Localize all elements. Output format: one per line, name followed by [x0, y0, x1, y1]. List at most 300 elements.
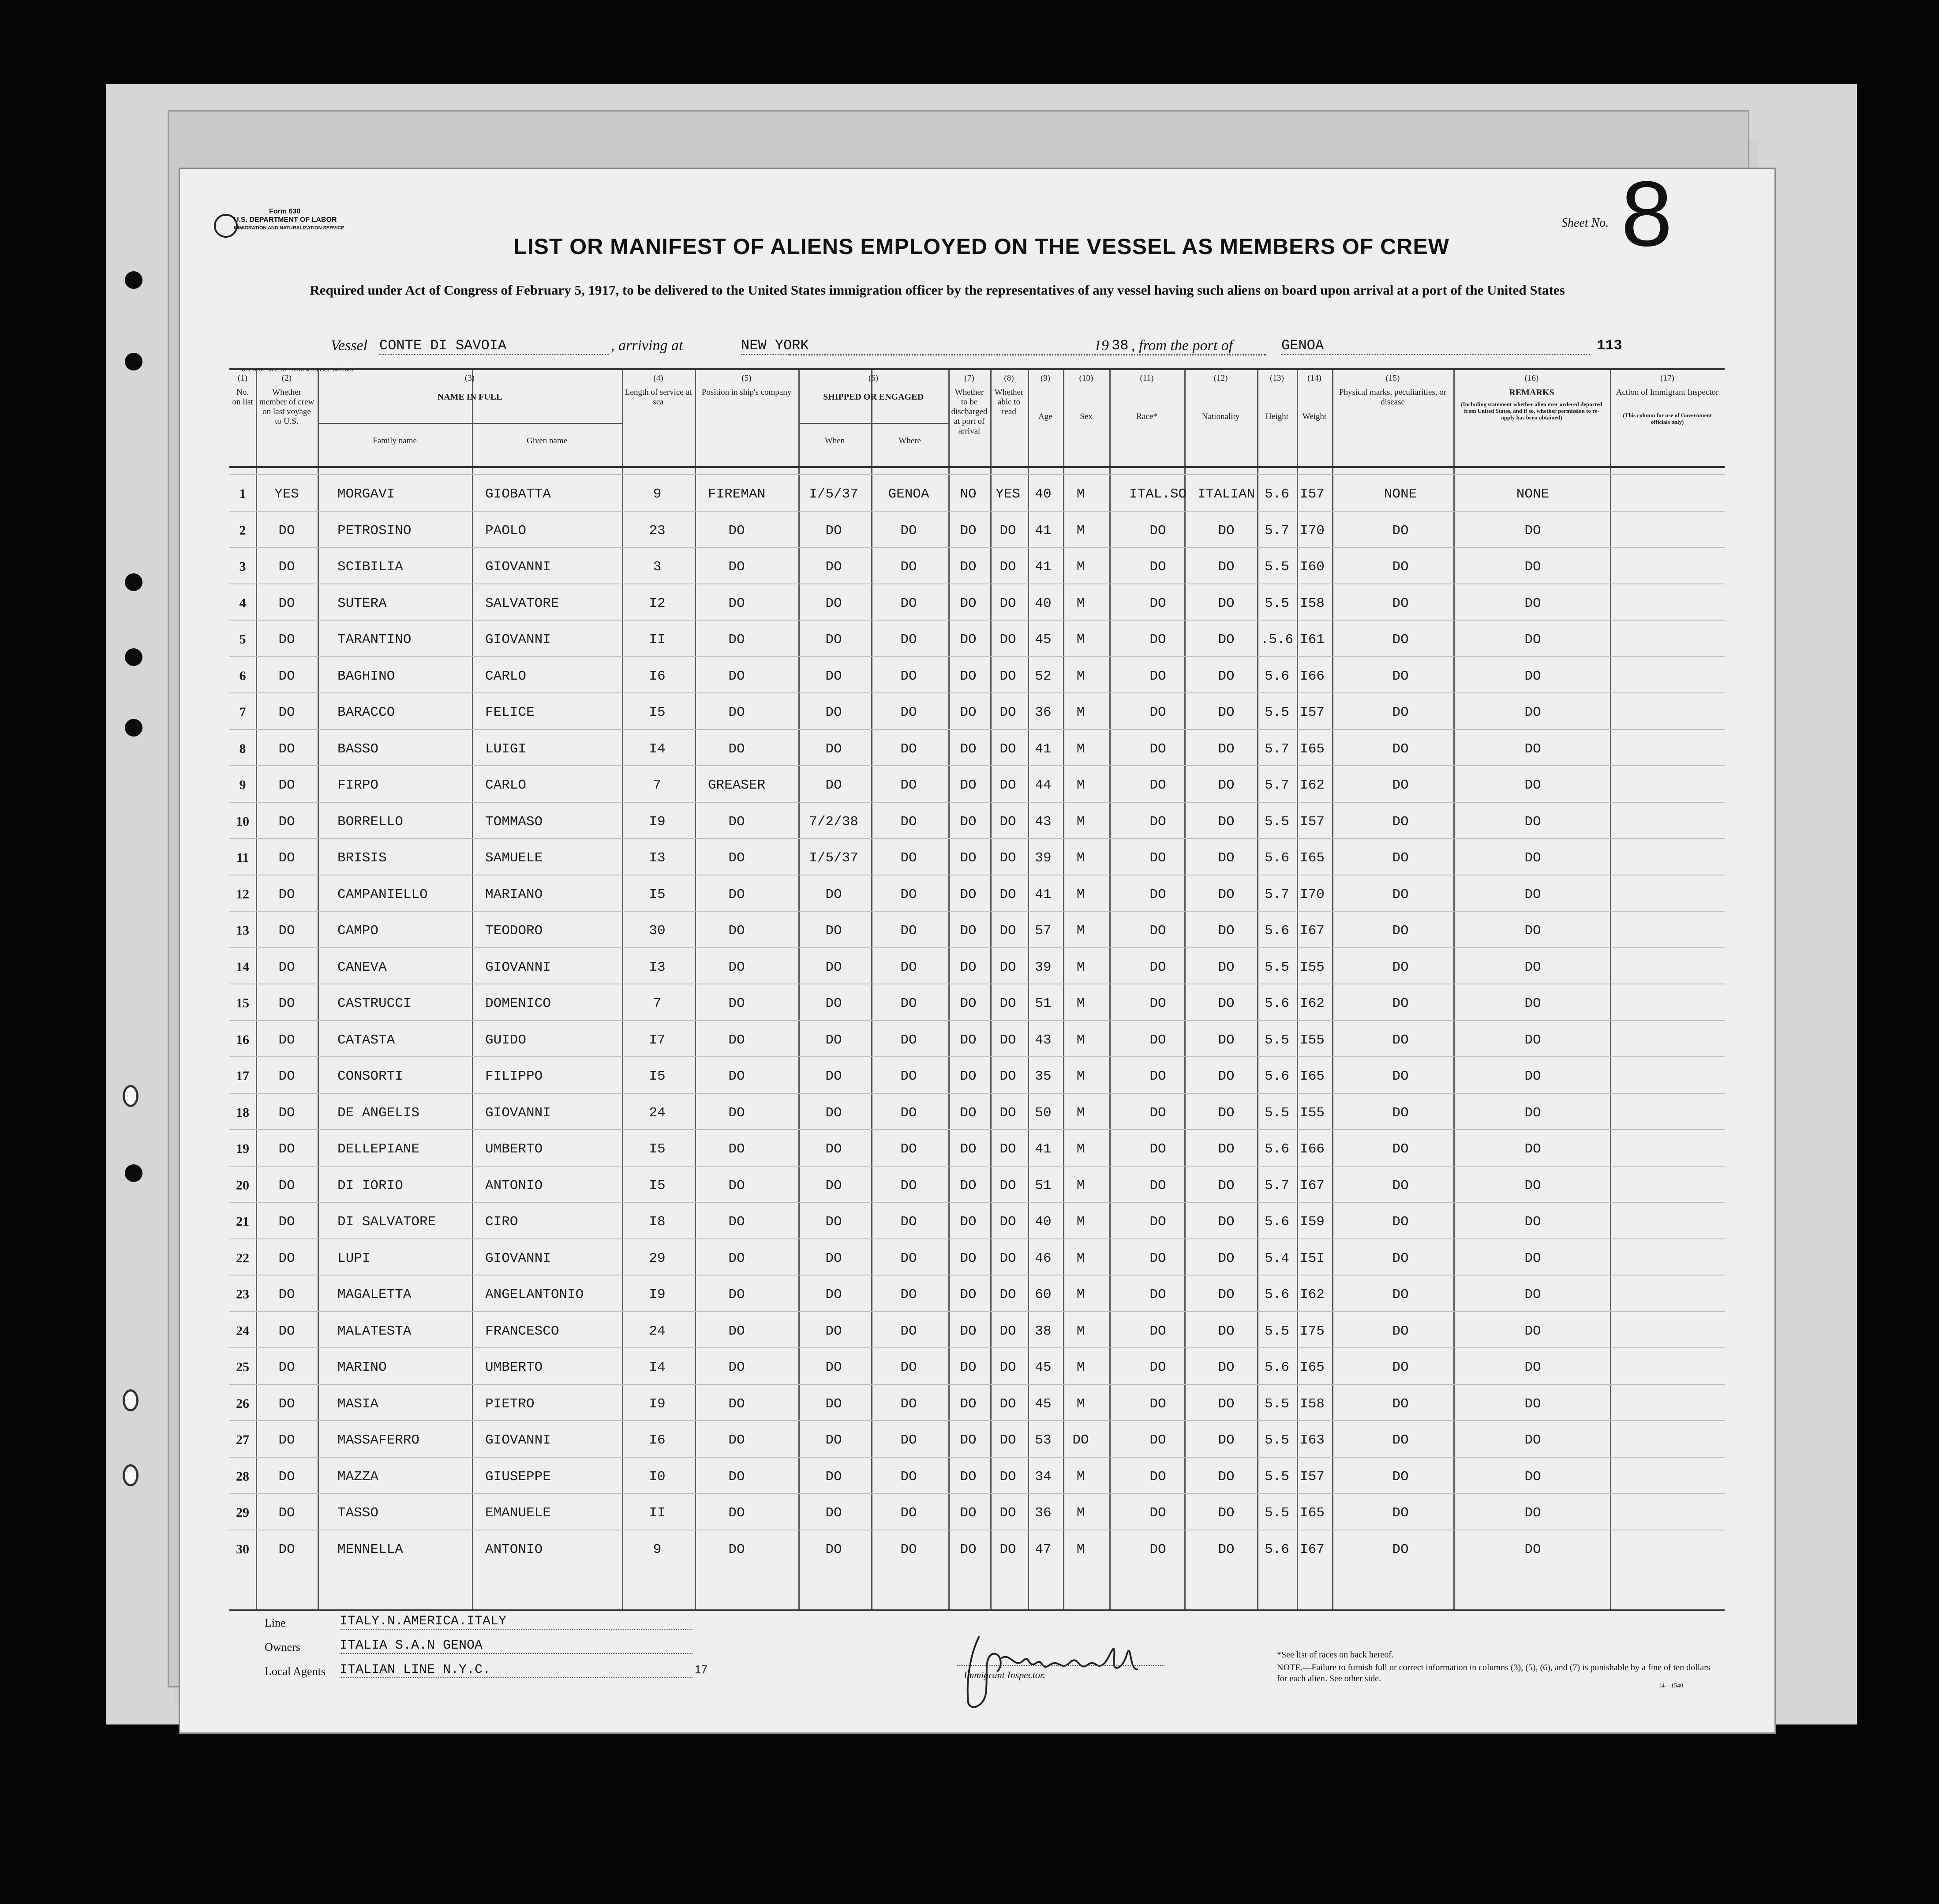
column-header-5: Position in ship's company	[701, 388, 792, 397]
cell-col-17: DO	[1392, 1469, 1409, 1485]
table-row	[229, 1420, 1725, 1457]
cell-col-4: PIETRO	[485, 1396, 535, 1412]
cell-col-14: DO	[1218, 595, 1235, 611]
cell-col-4: CIRO	[485, 1214, 518, 1230]
cell-col-1: 23	[236, 1287, 249, 1302]
cell-col-17: DO	[1392, 741, 1409, 757]
cell-col-13: DO	[1149, 887, 1166, 902]
cell-col-11: 41	[1035, 523, 1052, 539]
cell-col-2: DO	[278, 1433, 295, 1448]
cell-col-4: MARIANO	[485, 887, 543, 902]
cell-col-7: DO	[825, 1505, 842, 1521]
header-subdivider	[318, 423, 622, 424]
cell-col-18: DO	[1524, 959, 1541, 975]
cell-col-10: DO	[999, 632, 1016, 647]
cell-col-2: DO	[278, 996, 295, 1011]
cell-col-7: DO	[825, 996, 842, 1011]
cell-col-8: DO	[900, 778, 917, 793]
cell-col-15: 5.7	[1265, 778, 1289, 793]
cell-col-17: DO	[1392, 1505, 1409, 1521]
cell-col-13: DO	[1149, 1069, 1166, 1084]
cell-col-4: PAOLO	[485, 523, 527, 539]
cell-col-18: DO	[1524, 632, 1541, 647]
cell-col-5: 30	[649, 923, 666, 939]
cell-col-7: DO	[825, 595, 842, 611]
cell-col-7: DO	[825, 778, 842, 793]
cell-col-8: GENOA	[888, 486, 929, 502]
cell-col-8: DO	[900, 850, 917, 866]
cell-col-10: DO	[999, 887, 1016, 902]
cell-col-11: 36	[1035, 1505, 1052, 1521]
table-row	[229, 656, 1725, 693]
column-number-12: (12)	[1213, 374, 1228, 383]
printing-office-note: U.S. GOVERNMENT PRINTING OFFICE 14—1800	[242, 367, 353, 373]
cell-col-10: DO	[999, 1032, 1016, 1048]
punch-hole	[125, 271, 142, 289]
cell-col-12: M	[1076, 1469, 1085, 1485]
cell-col-8: DO	[900, 1069, 917, 1084]
cell-col-3: CAMPANIELLO	[337, 887, 428, 902]
cell-col-5: I3	[649, 959, 666, 975]
cell-col-8: DO	[900, 1105, 917, 1121]
cell-col-9: DO	[960, 1178, 977, 1193]
cell-col-16: I65	[1300, 1360, 1325, 1375]
cell-col-17: DO	[1392, 1250, 1409, 1266]
cell-col-1: 1	[239, 486, 246, 501]
cell-col-9: DO	[960, 705, 977, 720]
cell-col-13: DO	[1149, 668, 1166, 684]
cell-col-5: 7	[653, 996, 662, 1011]
cell-col-8: DO	[900, 1469, 917, 1485]
cell-col-7: DO	[825, 1433, 842, 1448]
cell-col-4: GIOVANNI	[485, 559, 551, 575]
cell-col-11: 53	[1035, 1433, 1052, 1448]
cell-col-3: SUTERA	[337, 595, 387, 611]
cell-col-18: NONE	[1516, 486, 1550, 502]
cell-col-12: M	[1076, 595, 1085, 611]
cell-col-2: DO	[278, 814, 295, 830]
cell-col-18: DO	[1524, 1287, 1541, 1302]
cell-col-13: DO	[1149, 741, 1166, 757]
column-note-remarks: (Including statement whether alien ever ordered deported from United States, and if so, whether permission to re-apply has been obtained)	[1461, 401, 1602, 421]
cell-col-6: DO	[728, 1323, 745, 1339]
cell-col-14: DO	[1218, 814, 1235, 830]
cell-col-12: M	[1076, 1214, 1085, 1230]
cell-col-11: 51	[1035, 1178, 1052, 1193]
cell-col-6: DO	[728, 632, 745, 647]
cell-col-12: M	[1076, 559, 1085, 575]
table-row	[229, 911, 1725, 948]
cell-col-2: YES	[274, 486, 299, 502]
cell-col-6: DO	[728, 1105, 745, 1121]
cell-col-3: MASSAFERRO	[337, 1433, 420, 1448]
cell-col-1: 6	[239, 668, 246, 683]
cell-col-18: DO	[1524, 778, 1541, 793]
cell-col-17: DO	[1392, 887, 1409, 902]
cell-col-8: DO	[900, 705, 917, 720]
cell-col-15: 5.6	[1265, 923, 1289, 939]
cell-col-18: DO	[1524, 1178, 1541, 1193]
cell-col-18: DO	[1524, 595, 1541, 611]
cell-col-7: DO	[825, 1178, 842, 1193]
cell-col-11: 47	[1035, 1541, 1052, 1557]
cell-col-18: DO	[1524, 705, 1541, 720]
cell-col-2: DO	[278, 959, 295, 975]
cell-col-5: I6	[649, 1433, 666, 1448]
cell-col-5: 24	[649, 1323, 666, 1339]
inspector-label: Immigrant Inspector.	[964, 1669, 1045, 1680]
cell-col-5: I4	[649, 741, 666, 757]
cell-col-9: DO	[960, 959, 977, 975]
cell-col-7: DO	[825, 1069, 842, 1084]
cell-col-11: 40	[1035, 486, 1052, 502]
cell-col-16: I5I	[1300, 1250, 1325, 1266]
cell-col-9: DO	[960, 1250, 977, 1266]
cell-col-3: MARINO	[337, 1360, 387, 1375]
cell-col-9: DO	[960, 668, 977, 684]
cell-col-4: TOMMASO	[485, 814, 543, 830]
cell-col-12: M	[1076, 1505, 1085, 1521]
cell-col-10: DO	[999, 1250, 1016, 1266]
cell-col-15: 5.6	[1265, 850, 1289, 866]
cell-col-3: MORGAVI	[337, 486, 395, 502]
column-header-7: Whether to be discharged at port of arrival	[951, 388, 988, 436]
cell-col-16: I62	[1300, 1287, 1325, 1302]
cell-col-14: DO	[1218, 1541, 1235, 1557]
cell-col-4: SALVATORE	[485, 595, 559, 611]
footer-notes	[1277, 1650, 1718, 1684]
cell-col-14: DO	[1218, 705, 1235, 720]
cell-col-1: 21	[236, 1214, 249, 1229]
cell-col-9: DO	[960, 1396, 977, 1412]
cell-col-8: DO	[900, 1178, 917, 1193]
cell-col-15: 5.5	[1265, 1032, 1289, 1048]
cell-col-14: DO	[1218, 1032, 1235, 1048]
cell-col-12: M	[1076, 923, 1085, 939]
cell-col-15: 5.4	[1265, 1250, 1289, 1266]
form-code: 14—1540	[1658, 1683, 1683, 1689]
cell-col-6: DO	[728, 705, 745, 720]
cell-col-18: DO	[1524, 1141, 1541, 1157]
cell-col-16: I57	[1300, 1469, 1325, 1485]
cell-col-13: DO	[1149, 1541, 1166, 1557]
cell-col-2: DO	[278, 850, 295, 866]
column-header-14: Weight	[1302, 412, 1327, 421]
cell-col-14: DO	[1218, 1360, 1235, 1375]
cell-col-11: 45	[1035, 632, 1052, 647]
punch-hole	[125, 573, 142, 591]
cell-col-17: DO	[1392, 959, 1409, 975]
cell-col-9: DO	[960, 741, 977, 757]
cell-col-16: I67	[1300, 1541, 1325, 1557]
cell-col-6: DO	[728, 1032, 745, 1048]
cell-col-4: GIOVANNI	[485, 1105, 551, 1121]
cell-col-8: DO	[900, 1141, 917, 1157]
cell-col-10: DO	[999, 850, 1016, 866]
cell-col-6: DO	[728, 814, 745, 830]
cell-col-10: DO	[999, 1287, 1016, 1302]
cell-col-4: ANTONIO	[485, 1541, 543, 1557]
cell-col-8: DO	[900, 1541, 917, 1557]
cell-col-2: DO	[278, 1323, 295, 1339]
cell-col-11: 39	[1035, 959, 1052, 975]
cell-col-8: DO	[900, 1433, 917, 1448]
cell-col-16: I67	[1300, 923, 1325, 939]
cell-col-15: 5.5	[1265, 559, 1289, 575]
cell-col-12: M	[1076, 705, 1085, 720]
cell-col-2: DO	[278, 1360, 295, 1375]
cell-col-13: DO	[1149, 1178, 1166, 1193]
cell-col-3: CASTRUCCI	[337, 996, 412, 1011]
cell-col-5: II	[649, 1505, 666, 1521]
cell-col-18: DO	[1524, 996, 1541, 1011]
cell-col-4: GIOVANNI	[485, 1433, 551, 1448]
cell-col-8: DO	[900, 959, 917, 975]
cell-col-6: DO	[728, 1214, 745, 1230]
cell-col-7: 7/2/38	[809, 814, 858, 830]
penalty-note: NOTE.—Failure to furnish full or correct information in columns (3), (5), (6), and (7) is punishable by a fine of ten dollars for each alien. See other side.	[1277, 1663, 1711, 1683]
document-title: LIST OR MANIFEST OF ALIENS EMPLOYED ON THE VESSEL AS MEMBERS OF CREW	[513, 234, 1449, 259]
cell-col-7: I/5/37	[809, 486, 858, 502]
column-header-shipped-where: Where	[898, 436, 921, 445]
cell-col-17: DO	[1392, 1214, 1409, 1230]
cell-col-9: DO	[960, 1214, 977, 1230]
cell-col-7: DO	[825, 1360, 842, 1375]
cell-col-11: 34	[1035, 1469, 1052, 1485]
cell-col-9: DO	[960, 1069, 977, 1084]
cell-col-11: 39	[1035, 850, 1052, 866]
cell-col-11: 50	[1035, 1105, 1052, 1121]
cell-col-17: DO	[1392, 523, 1409, 539]
cell-col-7: DO	[825, 1105, 842, 1121]
cell-col-15: 5.5	[1265, 1105, 1289, 1121]
cell-col-2: DO	[278, 923, 295, 939]
cell-col-6: DO	[728, 1178, 745, 1193]
table-row	[229, 1238, 1725, 1276]
cell-col-16: I75	[1300, 1323, 1325, 1339]
cell-col-12: M	[1076, 1141, 1085, 1157]
cell-col-6: DO	[728, 668, 745, 684]
cell-col-15: 5.7	[1265, 1178, 1289, 1193]
cell-col-17: DO	[1392, 559, 1409, 575]
cell-col-12: M	[1076, 1541, 1085, 1557]
cell-col-5: I4	[649, 1360, 666, 1375]
cell-col-15: 5.6	[1265, 996, 1289, 1011]
cell-col-7: DO	[825, 1214, 842, 1230]
cell-col-5: I8	[649, 1214, 666, 1230]
table-row	[229, 620, 1725, 657]
cell-col-6: DO	[728, 1433, 745, 1448]
table-row	[229, 1347, 1725, 1384]
cell-col-8: DO	[900, 887, 917, 902]
cell-col-12: M	[1076, 1069, 1085, 1084]
cell-col-18: DO	[1524, 1105, 1541, 1121]
cell-col-10: DO	[999, 1469, 1016, 1485]
cell-col-18: DO	[1524, 559, 1541, 575]
owners-value: ITALIA S.A.N GENOA	[340, 1638, 692, 1654]
cell-col-7: DO	[825, 1250, 842, 1266]
cell-col-11: 36	[1035, 705, 1052, 720]
cell-col-7: I/5/37	[809, 850, 858, 866]
document-subtitle: Required under Act of Congress of February 5, 1917, to be delivered to the United States immigration officer by the representatives of any vessel having such aliens on board upon arrival at a port of the United States	[310, 282, 1565, 298]
cell-col-15: 5.6	[1265, 1360, 1289, 1375]
column-number-17: (17)	[1660, 374, 1674, 383]
punch-hole	[125, 648, 142, 666]
cell-col-16: I65	[1300, 850, 1325, 866]
cell-col-1: 5	[239, 632, 246, 647]
cell-col-17: DO	[1392, 1141, 1409, 1157]
cell-col-12: M	[1076, 1287, 1085, 1302]
cell-col-1: 9	[239, 778, 246, 792]
cell-col-8: DO	[900, 1287, 917, 1302]
header-divider	[229, 466, 1725, 468]
cell-col-14: DO	[1218, 1323, 1235, 1339]
cell-col-1: 29	[236, 1505, 249, 1520]
cell-col-1: 3	[239, 559, 246, 574]
cell-col-17: DO	[1392, 1323, 1409, 1339]
cell-col-2: DO	[278, 1105, 295, 1121]
vessel-line	[331, 337, 1698, 359]
column-header-shipped-when: When	[824, 436, 845, 445]
cell-col-16: I62	[1300, 778, 1325, 793]
cell-col-11: 41	[1035, 887, 1052, 902]
cell-col-18: DO	[1524, 1396, 1541, 1412]
cell-col-18: DO	[1524, 1032, 1541, 1048]
cell-col-5: I9	[649, 814, 666, 830]
column-header-1: No. on list	[232, 388, 253, 407]
cell-col-4: GIOVANNI	[485, 959, 551, 975]
cell-col-11: 35	[1035, 1069, 1052, 1084]
cell-col-9: DO	[960, 1141, 977, 1157]
cell-col-1: 10	[236, 814, 249, 829]
cell-col-15: 5.5	[1265, 1396, 1289, 1412]
cell-col-4: GIUSEPPE	[485, 1469, 551, 1485]
cell-col-7: DO	[825, 1287, 842, 1302]
cell-col-2: DO	[278, 1250, 295, 1266]
cell-col-1: 24	[236, 1323, 249, 1338]
line-label: Line	[265, 1616, 286, 1629]
cell-col-18: DO	[1524, 1433, 1541, 1448]
year: 38	[1112, 337, 1129, 354]
inspector-signature-line	[957, 1665, 1164, 1666]
cell-col-12: M	[1076, 814, 1085, 830]
cell-col-2: DO	[278, 1214, 295, 1230]
table-row	[229, 511, 1725, 548]
cell-col-9: DO	[960, 814, 977, 830]
line-value: ITALY.N.AMERICA.ITALY	[340, 1614, 692, 1630]
cell-col-5: 3	[653, 559, 662, 575]
cell-col-13: DO	[1149, 1032, 1166, 1048]
column-header-given-name: Given name	[526, 436, 568, 445]
cell-col-15: 5.5	[1265, 1323, 1289, 1339]
cell-col-13: DO	[1149, 850, 1166, 866]
cell-col-18: DO	[1524, 923, 1541, 939]
cell-col-11: 40	[1035, 595, 1052, 611]
cell-col-5: I3	[649, 850, 666, 866]
cell-col-14: DO	[1218, 1141, 1235, 1157]
cell-col-15: 5.7	[1265, 887, 1289, 902]
cell-col-11: 52	[1035, 668, 1052, 684]
cell-col-13: DO	[1149, 1105, 1166, 1121]
service-name: IMMIGRATION AND NATURALIZATION SERVICE	[234, 225, 344, 231]
punch-hole	[125, 719, 142, 737]
column-number-13: (13)	[1270, 374, 1284, 383]
cell-col-13: DO	[1149, 996, 1166, 1011]
cell-col-12: M	[1076, 1360, 1085, 1375]
column-number-1: (1)	[237, 374, 248, 383]
cell-col-12: M	[1076, 741, 1085, 757]
cell-col-10: DO	[999, 595, 1016, 611]
cell-col-2: DO	[278, 741, 295, 757]
cell-col-10: DO	[999, 1433, 1016, 1448]
table-row	[229, 802, 1725, 839]
cell-col-12: M	[1076, 996, 1085, 1011]
cell-col-11: 41	[1035, 741, 1052, 757]
cell-col-14: DO	[1218, 1433, 1235, 1448]
cell-col-9: DO	[960, 1433, 977, 1448]
column-header-8: Whether able to read	[994, 388, 1024, 416]
cell-col-16: I62	[1300, 996, 1325, 1011]
cell-col-6: DO	[728, 1250, 745, 1266]
cell-col-12: M	[1076, 486, 1085, 502]
cell-col-17: DO	[1392, 1541, 1409, 1557]
cell-col-6: DO	[728, 1469, 745, 1485]
cell-col-12: M	[1076, 632, 1085, 647]
cell-col-13: DO	[1149, 1141, 1166, 1157]
column-number-11: (11)	[1140, 374, 1154, 383]
cell-col-7: DO	[825, 1396, 842, 1412]
cell-col-8: DO	[900, 923, 917, 939]
cell-col-15: 5.5	[1265, 705, 1289, 720]
cell-col-4: TEODORO	[485, 923, 543, 939]
local-agents-value: ITALIAN LINE N.Y.C.	[340, 1662, 692, 1678]
cell-col-16: I66	[1300, 1141, 1325, 1157]
cell-col-4: ANGELANTONIO	[485, 1287, 584, 1302]
cell-col-6: DO	[728, 595, 745, 611]
cell-col-15: 5.6	[1265, 1287, 1289, 1302]
departure-port: GENOA	[1281, 337, 1590, 355]
cell-col-14: DO	[1218, 996, 1235, 1011]
cell-col-13: DO	[1149, 1323, 1166, 1339]
cell-col-6: DO	[728, 959, 745, 975]
table-row	[229, 1530, 1725, 1567]
cell-col-11: 43	[1035, 1032, 1052, 1048]
cell-col-13: ITAL.SO	[1129, 486, 1187, 502]
cell-col-4: FRANCESCO	[485, 1323, 559, 1339]
cell-col-3: DELLEPIANE	[337, 1141, 420, 1157]
cell-col-17: DO	[1392, 595, 1409, 611]
from-port-label: , from the port of	[1131, 337, 1233, 354]
cell-col-15: 5.6	[1265, 486, 1289, 502]
cell-col-6: DO	[728, 559, 745, 575]
arrival-port: NEW YORK	[741, 337, 790, 355]
cell-col-18: DO	[1524, 887, 1541, 902]
cell-col-1: 17	[236, 1069, 249, 1083]
cell-col-15: 5.5	[1265, 1505, 1289, 1521]
table-row	[229, 1093, 1725, 1130]
column-header-17: Action of Immigrant Inspector	[1616, 388, 1719, 397]
cell-col-10: DO	[999, 1541, 1016, 1557]
cell-col-17: DO	[1392, 1069, 1409, 1084]
cell-col-11: 44	[1035, 778, 1052, 793]
cell-col-9: DO	[960, 850, 977, 866]
table-row	[229, 1493, 1725, 1530]
cell-col-2: DO	[278, 1505, 295, 1521]
table-row	[229, 1129, 1725, 1166]
cell-col-5: 9	[653, 486, 662, 502]
cell-col-10: DO	[999, 705, 1016, 720]
cell-col-1: 15	[236, 996, 249, 1010]
